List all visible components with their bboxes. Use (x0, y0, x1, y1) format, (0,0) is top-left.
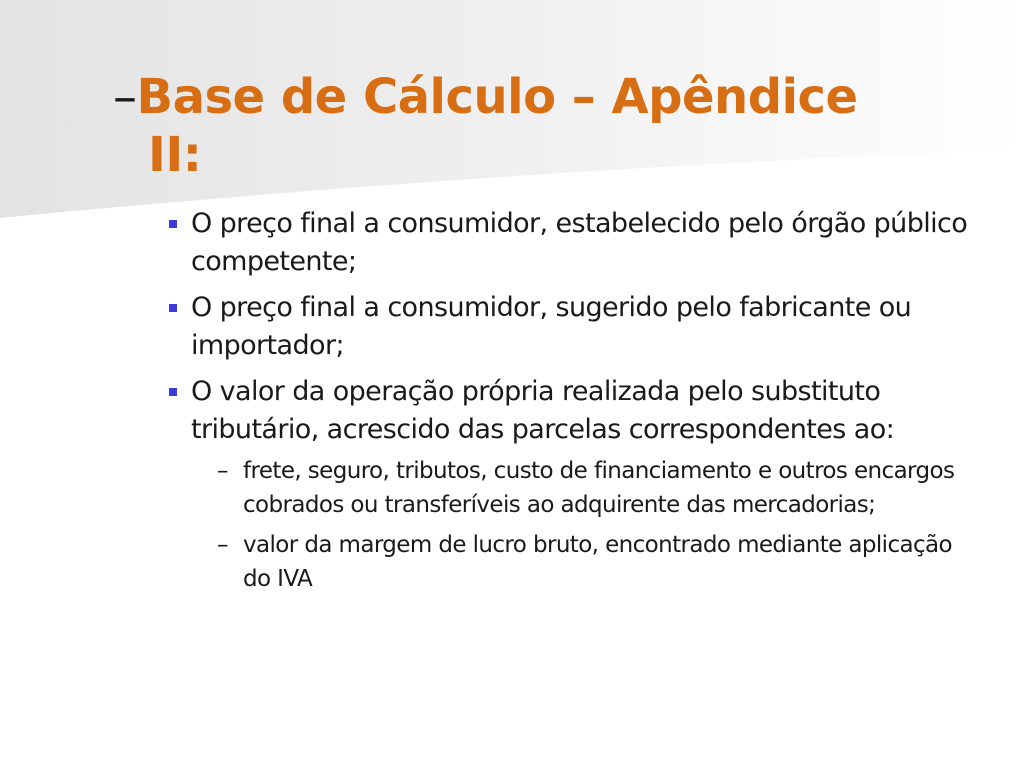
sub-bullet-text-2: valor da margem de lucro bruto, encontrado mediante aplicação do IVA (243, 532, 953, 592)
sub-bullet-text-1: frete, seguro, tributos, custo de financiamento e outros encargos cobrados ou transferíveis ao adquirente das mercadorias; (243, 458, 955, 518)
bullet-text-3: O valor da operação própria realizada pelo substituto tributário, acrescido das parcelas correspondentes ao: (191, 376, 895, 445)
square-bullet-icon (169, 304, 177, 312)
sub-bullet-item-1 (217, 454, 986, 522)
slide-title (113, 68, 993, 184)
bullet-text-1: O preço final a consumidor, estabelecido pelo órgão público competente; (191, 208, 968, 277)
bullet-item-3 (166, 373, 986, 596)
title-dash: – (113, 69, 137, 125)
bullet-item-2 (166, 289, 986, 365)
sub-bullet-item-2 (217, 528, 986, 596)
bullet-item-1 (166, 205, 986, 281)
square-bullet-icon (169, 388, 177, 396)
dash-bullet-icon: – (217, 532, 228, 558)
title-line-2: II: (148, 127, 202, 183)
title-line-1: Base de Cálculo – Apêndice (136, 69, 858, 125)
bullet-list (166, 205, 986, 604)
square-bullet-icon (169, 220, 177, 228)
bullet-text-2: O preço final a consumidor, sugerido pelo fabricante ou importador; (191, 292, 912, 361)
sub-bullet-list (191, 454, 986, 596)
dash-bullet-icon: – (217, 458, 228, 484)
